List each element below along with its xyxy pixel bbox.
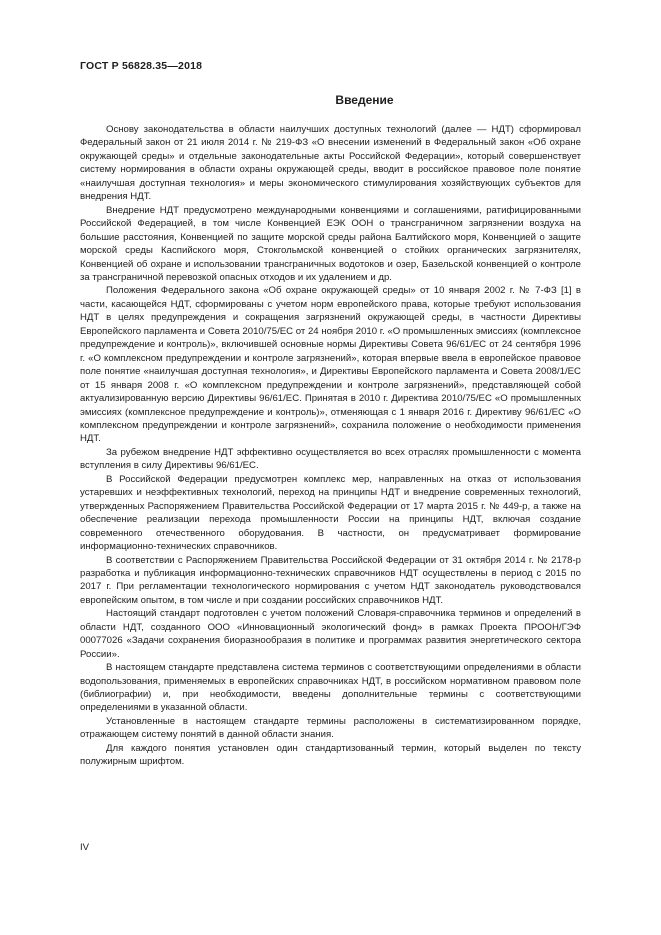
paragraph-4: За рубежом внедрение НДТ эффективно осуществляется во всех отраслях промышленности с момента вступления в силу Директивы 96/61/ЕС.: [80, 446, 581, 472]
paragraph-5: В Российской Федерации предусмотрен комплекс мер, направленных на отказ от использования устаревших и неэффективных технологий, переход на принципы НДТ и внедрение современных технологий, утвержденных Распоряжением Правительства Российской Федерации от 17 марта 2015 г. № 449-р, а также на обеспечение реализации перехода промышленности России на принципы НДТ, включая создание современного отечественного оборудования. В частности, он предусматривает формирование информационно-технических справочников.: [80, 473, 581, 553]
section-title: Введение: [335, 93, 394, 107]
paragraph-3: Положения Федерального закона «Об охране окружающей среды» от 10 января 2002 г. № 7-ФЗ [1] в части, касающейся НДТ, сформированы с учетом норм европейского права, которые требуют использования НДТ в целях предупреждения и сокращения загрязнений окружающей среды, в частности Директивы Европейского парламента и Совета 2010/75/ЕС от 24 ноября 2010 г. «О промышленных эмиссиях (комплексное предупреждение и контроль)», включившей основные нормы Директивы Совета 96/61/ЕС от 24 сентября 1996 г. «О комплексном предупреждении и контроле загрязнений», которая впервые ввела в европейское правовое поле понятие «наилучшая доступная технология», и Директивы Европейского парламента и Совета 2008/1/ЕС от 15 января 2008 г. «О комплексном предупреждении и контроле загрязнений», представляющей собой актуализированную версию Директивы 96/61/ЕС. Принятая в 2010 г. Директива 2010/75/ЕС «О промышленных эмиссиях (комплексное предупреждение и контроль)», отменяющая с 1 января 2016 г. Директиву 96/61/ЕС «О комплексном предупреждении и контроле загрязнений», сохранила положение о необходимости применения НДТ.: [80, 285, 581, 445]
page-number: IV: [80, 842, 90, 853]
paragraph-7: Настоящий стандарт подготовлен с учетом положений Словаря-справочника терминов и определений в области НДТ, созданного ООО «Инновационный экологический фонд» в рамках Проекта ПРООН/ГЭФ 00077026 «Задачи сохранения биоразнообразия в политике и программах развития энергетического сектора России».: [80, 608, 581, 660]
introduction-body: [80, 123, 581, 769]
paragraph-8: В настоящем стандарте представлена система терминов с соответствующими определениями в области водопользования, применяемых в европейских справочниках НДТ, в российском нормативном правовом поле (библиографии) и, при необходимости, введены дополнительные термины с соответствующими определениями в указанной области.: [80, 662, 581, 714]
document-code: ГОСТ Р 56828.35—2018: [80, 60, 203, 72]
paragraph-1: Основу законодательства в области наилучших доступных технологий (далее — НДТ) сформировал Федеральный закон от 21 июля 2014 г. № 219-ФЗ «О внесении изменений в Федеральный закон «Об охране окружающей среды» и отдельные законодательные акты Российской Федерации», который совершенствует систему нормирования в области охраны окружающей среды, вводит в российское правовое поле понятие «наилучшая доступная технология» и меры экономического стимулирования хозяйствующих субъектов для внедрения НДТ.: [80, 124, 581, 203]
paragraph-2: Внедрение НДТ предусмотрено международными конвенциями и соглашениями, ратифицированными Российской Федерацией, в том числе Конвенцией ЕЭК ООН о трансграничном загрязнении воздуха на большие расстояния, Конвенцией по защите морской среды района Балтийского моря, Конвенцией о защите морской среды Каспийского моря, Стокгольмской конвенцией о стойких органических загрязнителях, Конвенцией об охране и использовании трансграничных водотоков и озер, Базельской конвенцией о контроле за трансграничной перевозкой опасных отходов и их удалением и др.: [80, 204, 581, 283]
paragraph-10: Для каждого понятия установлен один стандартизованный термин, который выделен по тексту полужирным шрифтом.: [80, 742, 581, 768]
paragraph-6: В соответствии с Распоряжением Правительства Российской Федерации от 31 октября 2014 г. № 2178-р разработка и публикация информационно-технических справочников НДТ осуществлены в период с 2015 по 2017 г. При регламентации технологического нормирования с учетом НДТ законодатель руководствовался европейским опытом, в том числе и при создании российских справочников НДТ.: [80, 554, 581, 606]
paragraph-9: Установленные в настоящем стандарте термины расположены в систематизированном порядке, отражающем систему понятий в данной области знания.: [80, 715, 581, 741]
